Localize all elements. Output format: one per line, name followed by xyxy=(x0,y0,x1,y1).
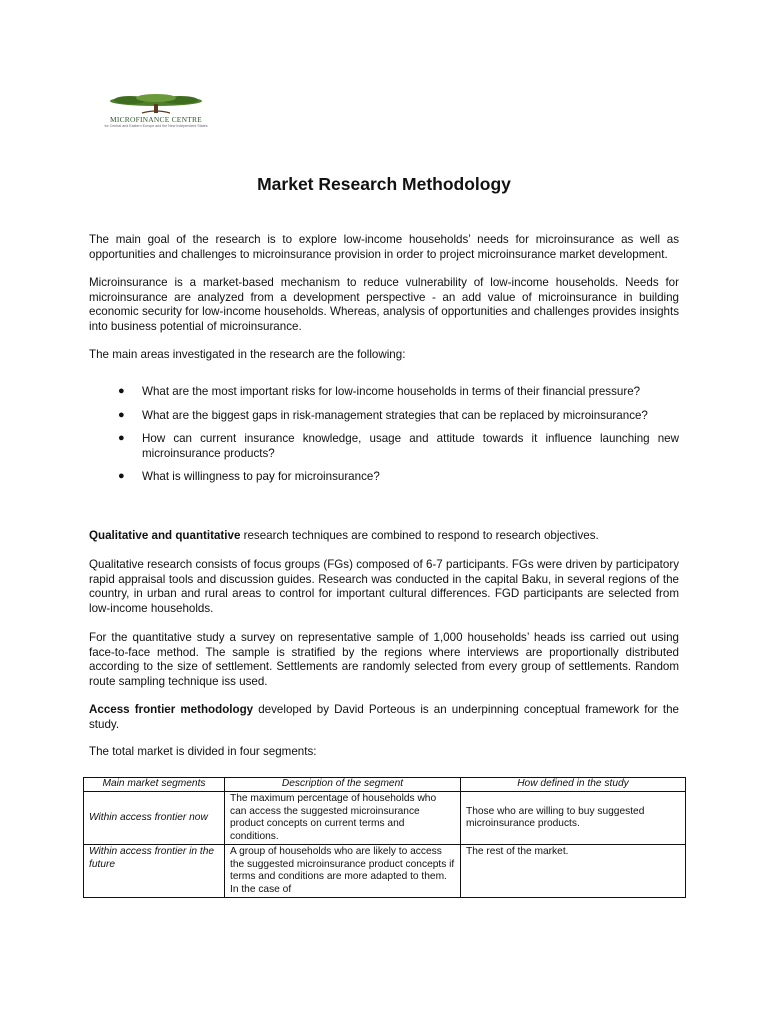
intro-paragraph-areas: The main areas investigated in the research are the following: xyxy=(89,348,406,361)
logo-tagline: for Central and Eastern Europe and the New Independent States xyxy=(104,124,208,128)
bullet-icon: ● xyxy=(118,408,125,421)
bullet-icon: ● xyxy=(118,385,125,397)
qualitative-paragraph: Qualitative research consists of focus groups (FGs) composed of 6-7 participants. FGs were driven by participatory rapid appraisal tools and discussion guides. Research was conducted in the capital Baku, in several regions of the country, in urban and rural areas to control for important cultural differences. FGD participants are selected from low-income households. xyxy=(89,558,679,615)
table-header-row xyxy=(84,778,686,792)
microfinance-centre-logo xyxy=(96,93,216,137)
column-header: How defined in the study xyxy=(461,778,686,792)
table-row xyxy=(84,845,686,898)
definition-cell: The rest of the market. xyxy=(461,845,686,898)
access-frontier-paragraph: Access frontier methodology developed by David Porteous is an underpinning conceptual framework for the study. xyxy=(89,703,679,731)
page-title: Market Research Methodology xyxy=(257,174,511,194)
list-item: ● What are the biggest gaps in risk-management strategies that can be replaced by microinsurance? xyxy=(118,408,648,422)
column-header: Main market segments xyxy=(84,778,225,792)
segment-cell: Within access frontier in the future xyxy=(84,845,225,898)
segments-intro: The total market is divided in four segments: xyxy=(89,745,317,758)
tree-icon xyxy=(96,93,216,115)
description-cell: The maximum percentage of households who can access the suggested microinsurance product concepts on current terms and conditions. xyxy=(225,792,461,845)
segment-cell: Within access frontier now xyxy=(84,792,225,845)
techniques-bold: Qualitative and quantitative xyxy=(89,529,241,542)
quantitative-paragraph: For the quantitative study a survey on representative sample of 1,000 households’ heads iss carried out using face-to-face method. The sample is stratified by the regions where interviews are proportionally distributed according to the size of settlement. Settlements are randomly selected from every group of settlements. Random route sampling technique iss used. xyxy=(89,631,679,688)
intro-paragraph-definition: Microinsurance is a market-based mechanism to reduce vulnerability of low-income households. Needs for microinsurance are analyzed from a development perspective - an add value of microinsurance in building economic security for low-income households. Whereas, analysis of opportunities and challenges provides insights into business potential of microinsurance. xyxy=(89,276,679,333)
list-item: ● What is willingness to pay for microinsurance? xyxy=(118,470,380,483)
bullet-icon: ● xyxy=(118,432,125,444)
definition-cell: Those who are willing to buy suggested microinsurance products. xyxy=(461,792,686,845)
intro-paragraph-goal: The main goal of the research is to explore low-income households’ needs for microinsurance as well as opportunities and challenges to microinsurance provision in order to project microinsurance market development. xyxy=(89,233,679,261)
column-header: Description of the segment xyxy=(225,778,461,792)
list-item: ● How can current insurance knowledge, usage and attitude towards it influence launching new microinsurance products? xyxy=(118,432,679,460)
access-bold: Access frontier methodology xyxy=(89,703,254,716)
research-questions-list xyxy=(118,385,679,494)
list-item: ● What are the most important risks for low-income households in terms of their financial pressure? xyxy=(118,385,641,398)
bullet-icon: ● xyxy=(118,470,125,482)
market-segments-table xyxy=(83,777,686,898)
logo-name: MICROFINANCE CENTRE xyxy=(110,115,202,124)
table-row xyxy=(84,792,686,845)
description-cell: A group of households who are likely to access the suggested microinsurance product concepts if terms and conditions are more adapted to them. In the case of xyxy=(225,845,461,898)
techniques-paragraph: Qualitative and quantitative research techniques are combined to respond to research objectives. xyxy=(89,529,599,542)
